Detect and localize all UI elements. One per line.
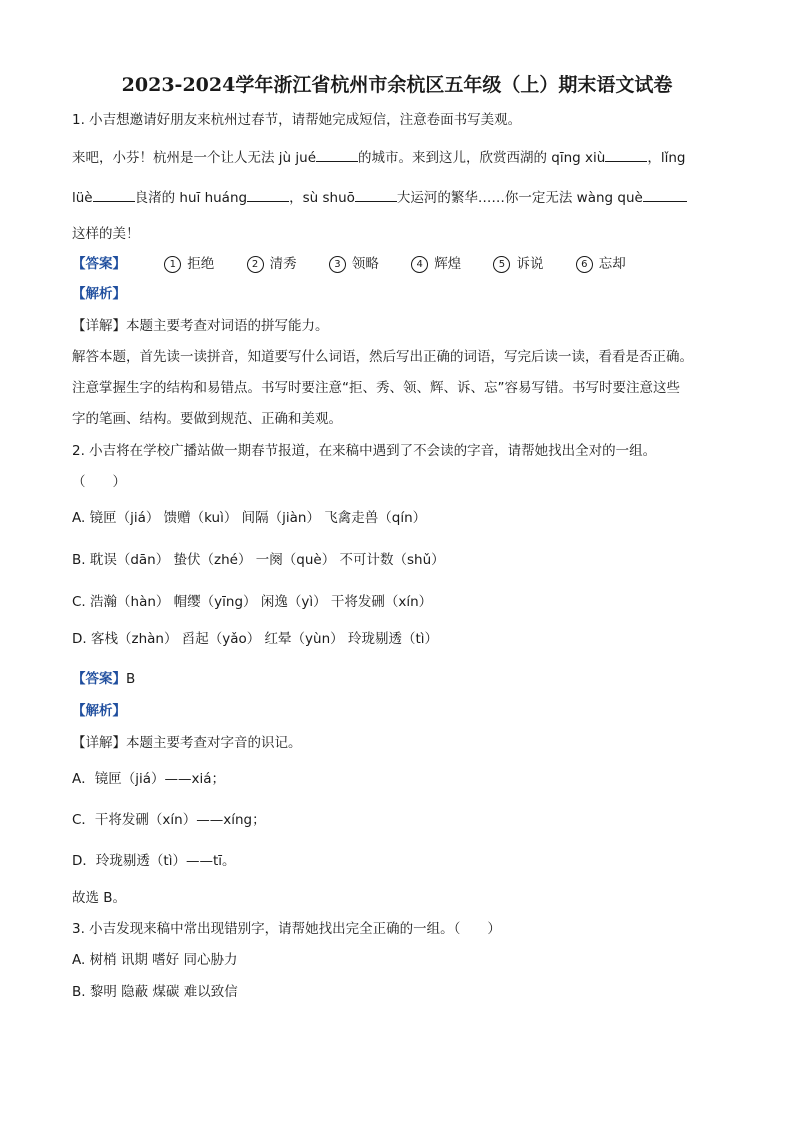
q1-passage-line-3: 这样的美！ [72, 226, 140, 242]
answer-item: 1 拒绝 [164, 254, 214, 274]
q3-stem: 3. 小吉发现来稿中常出现错别字，请帮她找出完全正确的一组。（ ） [72, 921, 501, 937]
blank-6[interactable] [643, 186, 687, 202]
blank-1[interactable] [316, 146, 358, 162]
q2-stem: 2. 小吉将在学校广播站做一期春节报道，在来稿中遇到了不会读的字音，请帮她找出全对的一组。 [72, 443, 657, 459]
q1-passage-line-2: lüè 良渚的 huī huáng ，sù shuō 大运河的繁华……你一定无法 wàng què [72, 186, 687, 208]
q1-explain-line: 字的笔画、结构。要做到规范、正确和美观。 [72, 411, 342, 427]
blank-2[interactable] [605, 146, 647, 162]
q1-analysis-tag: 【解析】 [72, 286, 126, 302]
answer-item: 5 诉说 [493, 254, 543, 274]
q2-explain-line: A．镜匣（jiá）——xiá； [72, 771, 226, 787]
q1-explain-line: 注意掌握生字的结构和易错点。书写时要注意“拒、秀、领、辉、诉、忘”容易写错。书写时要注意这些 [72, 380, 680, 396]
q2-explain-line: D．玲珑剔透（tì）——tī。 [72, 853, 236, 869]
q2-analysis-tag: 【解析】 [72, 703, 126, 719]
q2-option-d[interactable]: D. 客栈（zhàn） 舀起（yǎo） 红晕（yùn） 玲珑剔透（tì） [72, 631, 438, 647]
q2-option-c[interactable]: C. 浩瀚（hàn） 帽缨（yīng） 闲逸（yì） 干将发硎（xín） [72, 594, 433, 610]
blank-4[interactable] [247, 186, 289, 202]
q1-stem: 1. 小吉想邀请好朋友来杭州过春节，请帮她完成短信，注意卷面书写美观。 [72, 112, 522, 128]
q1-explain-line: 解答本题，首先读一读拼音，知道要写什么词语，然后写出正确的词语，写完后读一读，看看是否正确。 [72, 349, 693, 365]
answer-item: 3 领略 [329, 254, 379, 274]
answer-item: 6 忘却 [576, 254, 626, 274]
answer-item: 2 清秀 [247, 254, 297, 274]
page-title: 2023-2024学年浙江省杭州市余杭区五年级（上）期末语文试卷 [121, 74, 673, 96]
q2-option-a[interactable]: A. 镜匣（jiá） 馈赠（kuì） 间隔（jiàn） 飞禽走兽（qín） [72, 510, 427, 526]
q2-paren: （ ） [72, 474, 126, 490]
q2-answer: 【答案】B [72, 671, 136, 687]
q3-option-a[interactable]: A. 树梢 讯期 嗜好 同心胁力 [72, 952, 238, 968]
q1-detail: 【详解】本题主要考查对词语的拼写能力。 [72, 318, 329, 334]
q2-conclusion: 故选 B。 [72, 890, 127, 906]
q1-answer: 【答案】 1 拒绝 2 清秀 3 领略 4 辉煌 5 诉说 6 忘却 [72, 256, 626, 272]
q2-detail: 【详解】本题主要考查对字音的识记。 [72, 735, 302, 751]
q3-option-b[interactable]: B. 黎明 隐蔽 煤碳 难以致信 [72, 984, 238, 1000]
blank-3[interactable] [93, 186, 135, 202]
blank-5[interactable] [355, 186, 397, 202]
q1-passage-line-1: 来吧，小芬！杭州是一个让人无法 jù jué 的城市。来到这儿，欣赏西湖的 qīng xiù ，lǐng [72, 146, 685, 168]
q2-option-b[interactable]: B. 耽误（dān） 蛰伏（zhé） 一阕（què） 不可计数（shǔ） [72, 552, 445, 568]
answer-item: 4 辉煌 [411, 254, 461, 274]
q2-explain-line: C．干将发硎（xín）——xíng； [72, 812, 266, 828]
